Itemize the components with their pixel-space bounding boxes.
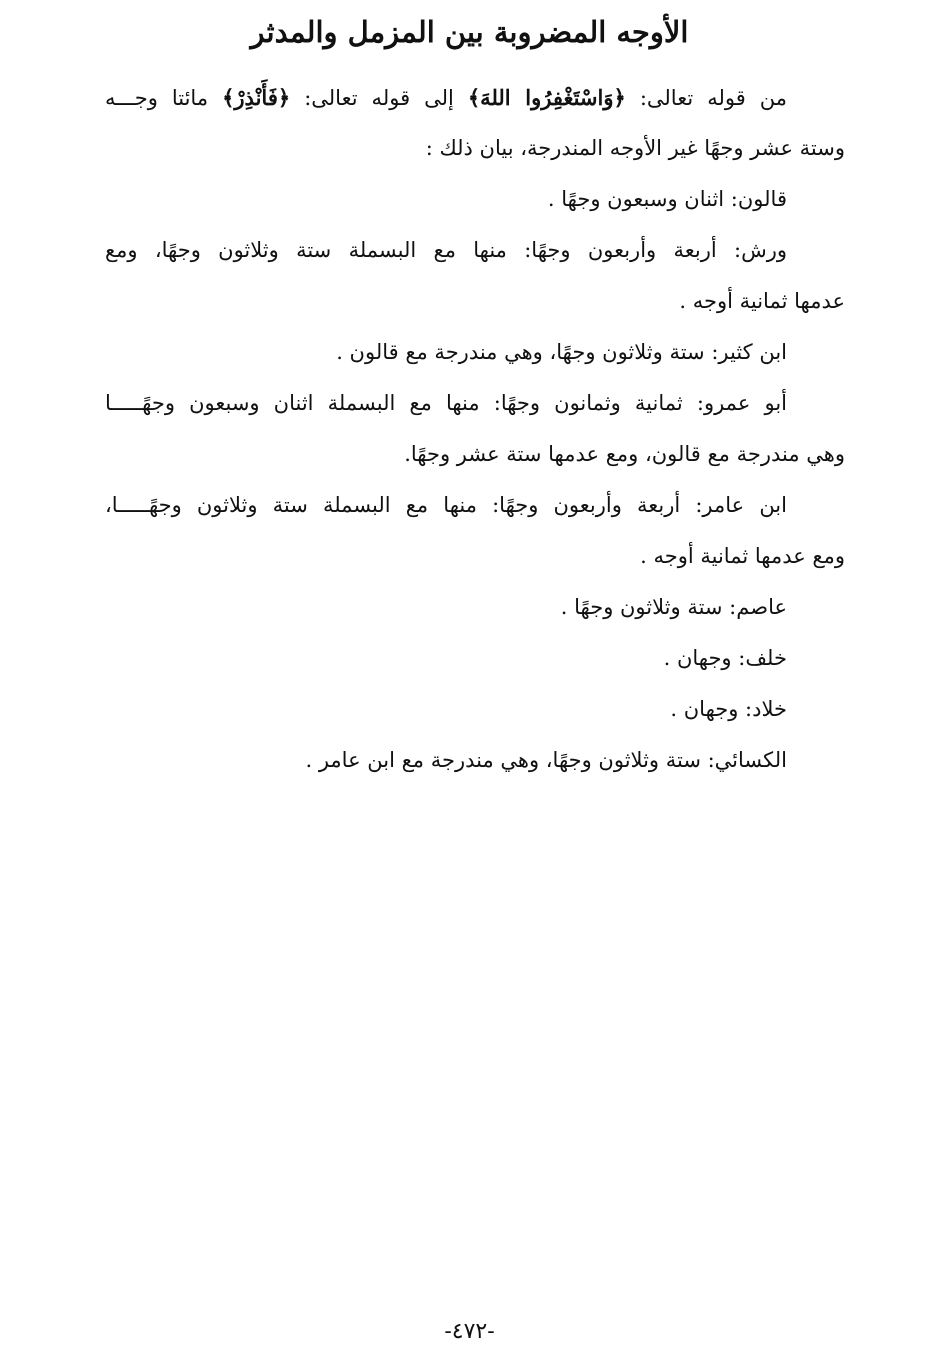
ibn-amir-line-2: ومع عدمها ثمانية أوجه . <box>640 544 845 568</box>
warsh-line-2: عدمها ثمانية أوجه . <box>679 289 845 313</box>
intro-line-2: وستة عشر وجهًا غير الأوجه المندرجة، بيان ذلك : <box>425 136 845 160</box>
warsh-line-1: ورش: أربعة وأربعون وجهًا: منها مع البسملة ستة وثلاثون وجهًا، ومع <box>105 238 787 262</box>
intro-prefix: من قوله تعالى: <box>625 86 787 110</box>
qalun-line: قالون: اثنان وسبعون وجهًا . <box>547 187 787 211</box>
kisai-line: الكسائي: ستة وثلاثون وجهًا، وهي مندرجة مع ابن عامر . <box>305 748 787 772</box>
intro-line-1 <box>105 72 845 123</box>
page-title: الأوجه المضروبة بين المزمل والمدثر <box>250 15 689 49</box>
intro-suffix: مائتا وجـــه <box>105 86 223 110</box>
abu-amr-line-1: أبو عمرو: ثمانية وثمانون وجهًا: منها مع البسملة اثنان وسبعون وجهًـــــا <box>105 391 787 415</box>
khalaf-line: خلف: وجهان . <box>663 646 787 670</box>
intro-middle: إلى قوله تعالى: <box>290 86 468 110</box>
quran-verse-1: ﴿وَاسْتَغْفِرُوا اللهَ﴾ <box>467 85 626 110</box>
ibn-kathir-line: ابن كثير: ستة وثلاثون وجهًا، وهي مندرجة مع قالون . <box>336 340 787 364</box>
khallad-line: خلاد: وجهان . <box>670 697 787 721</box>
ibn-amir-line-1: ابن عامر: أربعة وأربعون وجهًا: منها مع البسملة ستة وثلاثون وجهًـــــا، <box>105 493 787 517</box>
asim-line: عاصم: ستة وثلاثون وجهًا . <box>560 595 787 619</box>
page-number: -٤٧٢- <box>444 1319 495 1344</box>
abu-amr-line-2: وهي مندرجة مع قالون، ومع عدمها ستة عشر وجهًا. <box>404 442 845 466</box>
quran-verse-2: ﴿فَأَنْذِرْ﴾ <box>222 85 291 110</box>
page-body <box>105 72 845 786</box>
